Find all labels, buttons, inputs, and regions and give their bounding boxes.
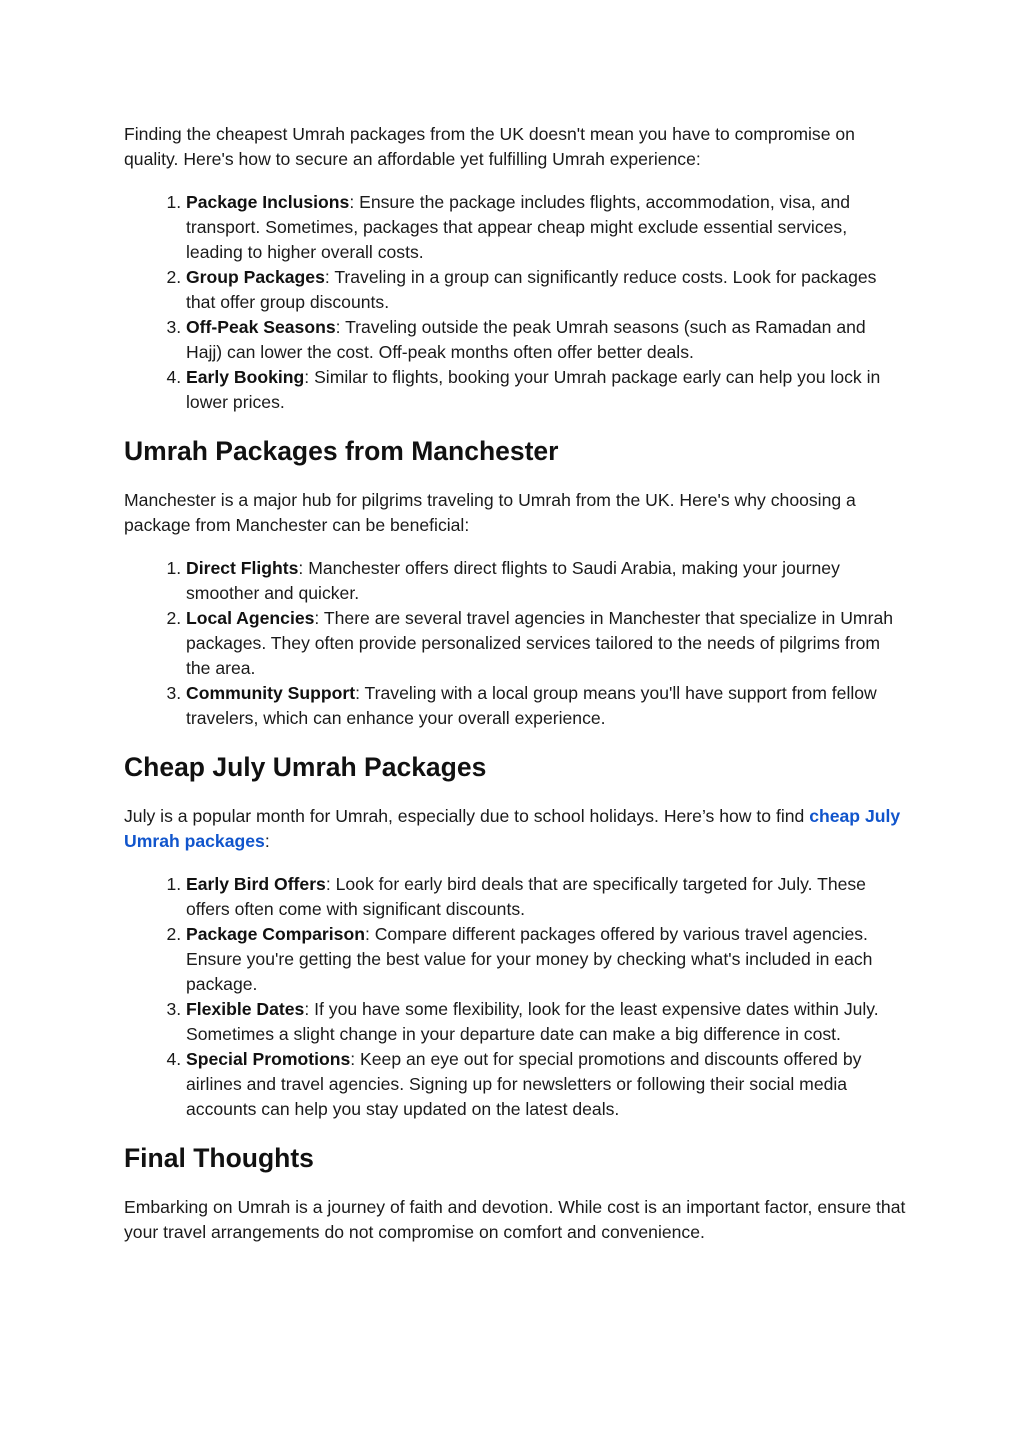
list-item bbox=[186, 190, 906, 265]
section-heading-manchester: Umrah Packages from Manchester bbox=[124, 436, 559, 466]
list-item bbox=[186, 1047, 906, 1122]
list-item bbox=[186, 315, 906, 365]
item-text: : Manchester offers direct flights to Saudi Arabia, making your journey smoother and quicker. bbox=[186, 558, 840, 603]
list-item bbox=[186, 681, 906, 731]
list-item bbox=[186, 997, 906, 1047]
list-item bbox=[186, 556, 906, 606]
item-term: Local Agencies bbox=[186, 608, 315, 628]
list-item bbox=[186, 606, 906, 681]
july-list bbox=[124, 872, 906, 1122]
item-term: Package Comparison bbox=[186, 924, 365, 944]
july-paragraph-text: July is a popular month for Umrah, especially due to school holidays. Here’s how to find bbox=[124, 806, 810, 826]
july-paragraph-end: : bbox=[264, 831, 270, 851]
manchester-list bbox=[124, 556, 906, 731]
item-text: : Ensure the package includes flights, accommodation, visa, and transport. Sometimes, packages that appear cheap might exclude essential services, leading to higher overall costs. bbox=[186, 192, 851, 262]
item-text: : Traveling outside the peak Umrah seasons (such as Ramadan and Hajj) can lower the cost. Off-peak months often offer better deals. bbox=[186, 317, 866, 362]
final-paragraph: Embarking on Umrah is a journey of faith and devotion. While cost is an important factor, ensure that your travel arrangements do not compromise on comfort and convenience. bbox=[124, 1197, 906, 1242]
july-paragraph bbox=[124, 804, 906, 854]
item-term: Package Inclusions bbox=[186, 192, 350, 212]
item-term: Community Support bbox=[186, 683, 356, 703]
item-text: : If you have some flexibility, look for the least expensive dates within July. Sometimes a slight change in your departure date can make a big difference in cost. bbox=[186, 999, 879, 1044]
item-term: Early Booking bbox=[186, 367, 305, 387]
manchester-paragraph: Manchester is a major hub for pilgrims traveling to Umrah from the UK. Here's why choosing a package from Manchester can be beneficial: bbox=[124, 490, 856, 535]
section-heading-final: Final Thoughts bbox=[124, 1143, 314, 1173]
item-term: Group Packages bbox=[186, 267, 325, 287]
list-item bbox=[186, 872, 906, 922]
cheap-july-umrah-link[interactable]: cheap July Umrah packages bbox=[124, 806, 901, 851]
item-term: Flexible Dates bbox=[186, 999, 305, 1019]
item-term: Early Bird Offers bbox=[186, 874, 326, 894]
item-text: : Compare different packages offered by various travel agencies. Ensure you're getting the best value for your money by checking what's included in each package. bbox=[186, 924, 873, 994]
intro-list bbox=[124, 190, 906, 415]
item-term: Off-Peak Seasons bbox=[186, 317, 336, 337]
item-text: : Similar to flights, booking your Umrah package early can help you lock in lower prices. bbox=[186, 367, 881, 412]
item-text: : Traveling with a local group means you'll have support from fellow travelers, which can enhance your overall experience. bbox=[186, 683, 877, 728]
intro-paragraph: Finding the cheapest Umrah packages from the UK doesn't mean you have to compromise on quality. Here's how to secure an affordable yet fulfilling Umrah experience: bbox=[124, 124, 855, 169]
list-item bbox=[186, 265, 906, 315]
section-heading-july: Cheap July Umrah Packages bbox=[124, 752, 487, 782]
list-item bbox=[186, 922, 906, 997]
item-term: Special Promotions bbox=[186, 1049, 351, 1069]
item-term: Direct Flights bbox=[186, 558, 299, 578]
item-text: : Traveling in a group can significantly reduce costs. Look for packages that offer group discounts. bbox=[186, 267, 877, 312]
item-text: : Look for early bird deals that are specifically targeted for July. These offers often come with significant discounts. bbox=[186, 874, 866, 919]
item-text: : There are several travel agencies in Manchester that specialize in Umrah packages. They often provide personalized services tailored to the needs of pilgrims from the area. bbox=[186, 608, 894, 678]
list-item bbox=[186, 365, 906, 415]
item-text: : Keep an eye out for special promotions and discounts offered by airlines and travel agencies. Signing up for newsletters or following their social media accounts can help you stay updated on the latest deals. bbox=[186, 1049, 862, 1119]
